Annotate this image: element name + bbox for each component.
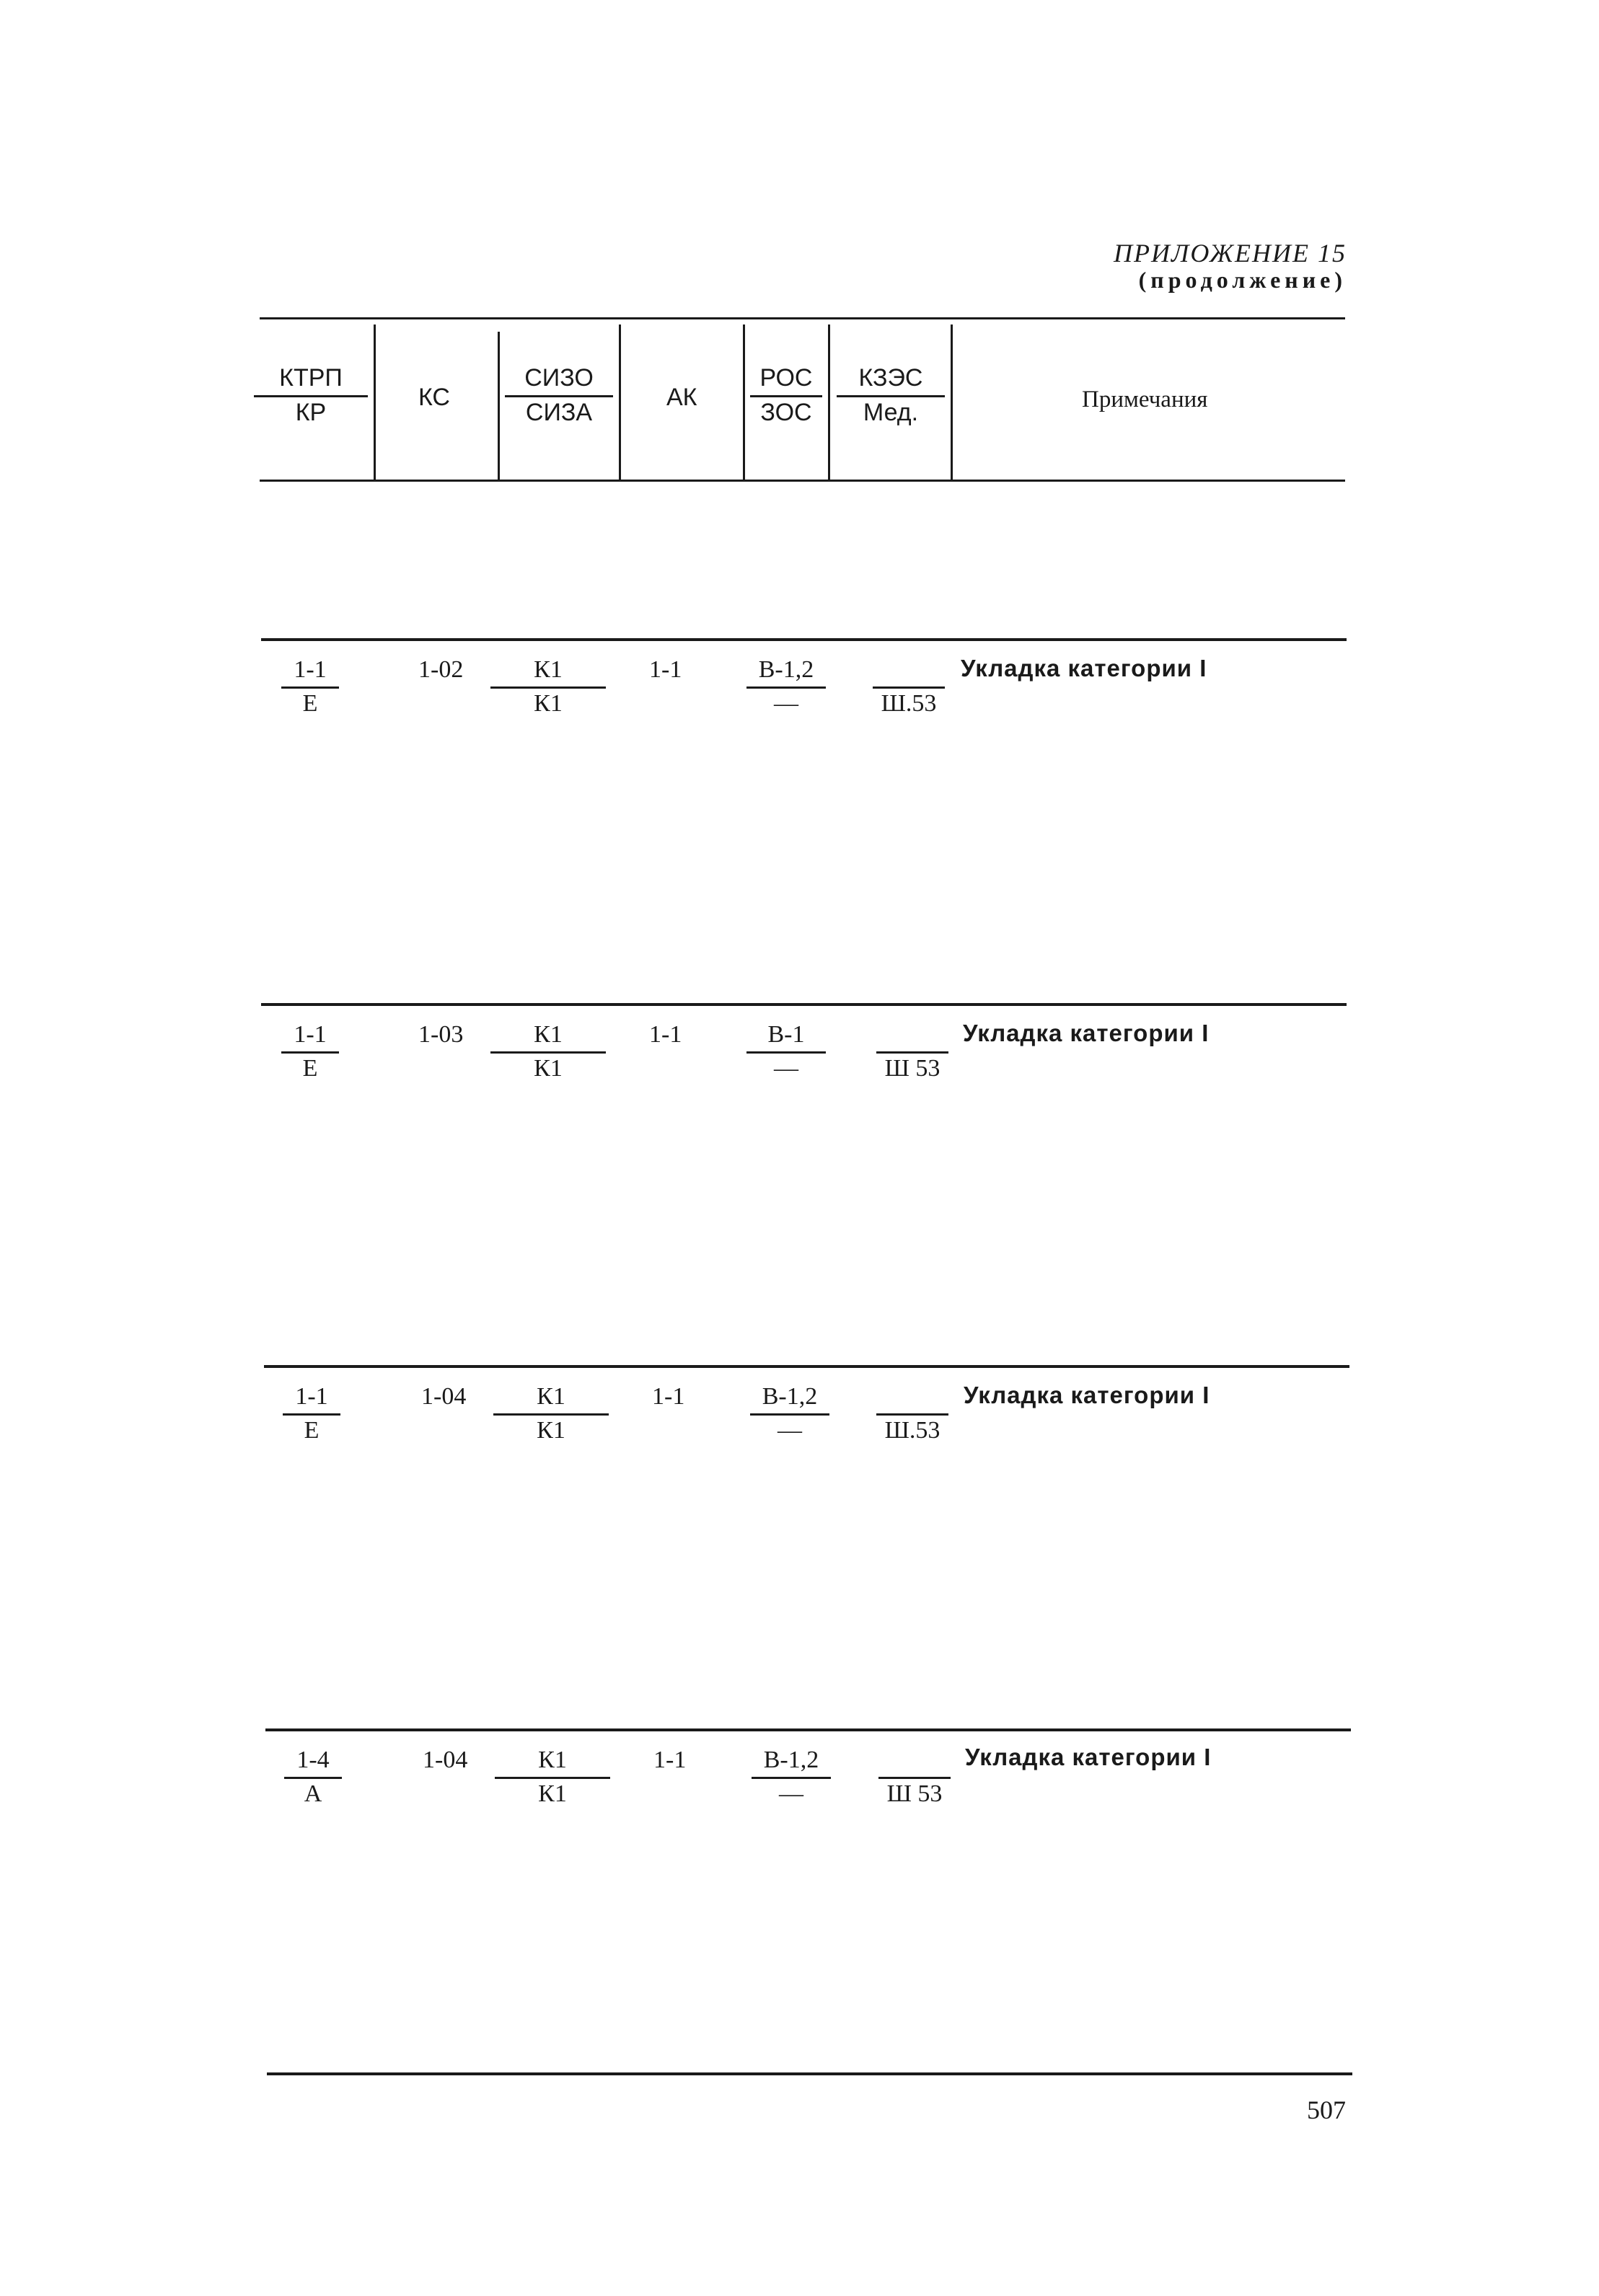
row-1-note: Укладка категории I [961,655,1207,681]
row-4-sizo-siza [495,1747,610,1808]
table-header-bottom-rule [260,480,1345,482]
header-siza: СИЗА [525,399,593,426]
row-3-note: Укладка категории I [964,1382,1210,1408]
row-1-ktrp-kr [281,656,339,718]
row-3-siza: К1 [537,1417,565,1444]
row-4-ktrp: 1-4 [284,1747,342,1779]
row-4-ks: 1-04 [423,1747,468,1773]
row-1-ros: В-1,2 [746,656,826,689]
row-1-rule [261,638,1347,641]
table-top-rule [260,317,1345,319]
row-3-ktrp: 1-1 [283,1383,340,1416]
row-3-ktrp-kr [283,1383,340,1444]
row-2-med: Ш 53 [884,1055,941,1082]
row-3-med: Ш.53 [884,1417,941,1444]
appendix-title: ПРИЛОЖЕНИЕ 15 [1114,239,1347,268]
header-ros: РОС [750,364,822,397]
row-1-sizo: К1 [490,656,606,689]
row-3-sizo-siza [493,1383,609,1444]
col-sep-3 [619,324,621,480]
row-2-note: Укладка категории I [963,1020,1210,1046]
row-3-kzes [876,1383,948,1416]
row-1-ak: 1-1 [649,656,682,683]
row-4-kzes-med [878,1747,951,1808]
row-2-ros-zos [746,1021,826,1082]
row-1-siza: К1 [534,690,563,717]
header-sizo-siza [505,364,613,427]
header-kr: КР [295,399,327,426]
row-1-kr: Е [302,690,318,717]
row-2-ros: В-1 [746,1021,826,1054]
row-4-kr: А [304,1780,322,1807]
row-1-zos: — [774,690,798,717]
header-ktrp-kr [254,364,368,427]
row-4-ktrp-kr [284,1747,342,1808]
row-2-ktrp: 1-1 [281,1021,339,1054]
row-2-zos: — [774,1055,798,1082]
row-1-ks: 1-02 [418,656,464,683]
row-2-ak: 1-1 [649,1021,682,1048]
row-3-ak: 1-1 [652,1383,685,1410]
header-med: Мед. [863,399,919,426]
header-kzes-med [837,364,945,427]
table-bottom-rule [267,2072,1352,2075]
header-ak: АК [666,384,697,411]
row-4-ak: 1-1 [653,1747,687,1773]
row-1-kzes-med [873,656,945,718]
row-4-siza: К1 [538,1780,567,1807]
row-1-ros-zos [746,656,826,718]
appendix-subtitle: (продолжение) [1138,267,1347,293]
row-2-siza: К1 [534,1055,563,1082]
header-sizo: СИЗО [505,364,613,397]
col-sep-5 [828,324,830,480]
row-3-zos: — [778,1417,802,1444]
row-2-sizo: К1 [490,1021,606,1054]
header-ros-zos [750,364,822,427]
row-4-kzes [878,1747,951,1779]
row-2-kzes-med [876,1021,948,1082]
row-4-zos: — [779,1780,803,1807]
page-number: 507 [1307,2096,1346,2124]
row-1-kzes [873,656,945,689]
row-3-ros-zos [750,1383,829,1444]
row-3-ks: 1-04 [421,1383,467,1410]
row-2-ks: 1-03 [418,1021,464,1048]
row-2-ktrp-kr [281,1021,339,1082]
col-sep-1 [374,324,376,480]
row-2-kr: Е [302,1055,318,1082]
col-sep-2 [498,332,500,480]
row-4-sizo: К1 [495,1747,610,1779]
row-4-rule [265,1728,1351,1731]
row-4-note: Укладка категории I [965,1744,1212,1770]
col-sep-4 [743,324,745,480]
row-4-ros: В-1,2 [752,1747,831,1779]
row-2-sizo-siza [490,1021,606,1082]
header-notes: Примечания [1082,387,1208,412]
col-sep-6 [951,324,953,480]
header-ktrp: КТРП [254,364,368,397]
header-kzes: КЗЭС [837,364,945,397]
row-4-med: Ш 53 [886,1780,943,1807]
row-1-ktrp: 1-1 [281,656,339,689]
row-3-sizo: К1 [493,1383,609,1416]
header-zos: ЗОС [760,399,812,426]
row-3-kr: Е [304,1417,320,1444]
row-3-kzes-med [876,1383,948,1444]
row-3-rule [264,1365,1349,1368]
row-1-med: Ш.53 [881,690,937,717]
row-1-sizo-siza [490,656,606,718]
row-2-rule [261,1003,1347,1006]
row-3-ros: В-1,2 [750,1383,829,1416]
row-2-kzes [876,1021,948,1054]
row-4-ros-zos [752,1747,831,1808]
header-ks: КС [418,384,450,411]
